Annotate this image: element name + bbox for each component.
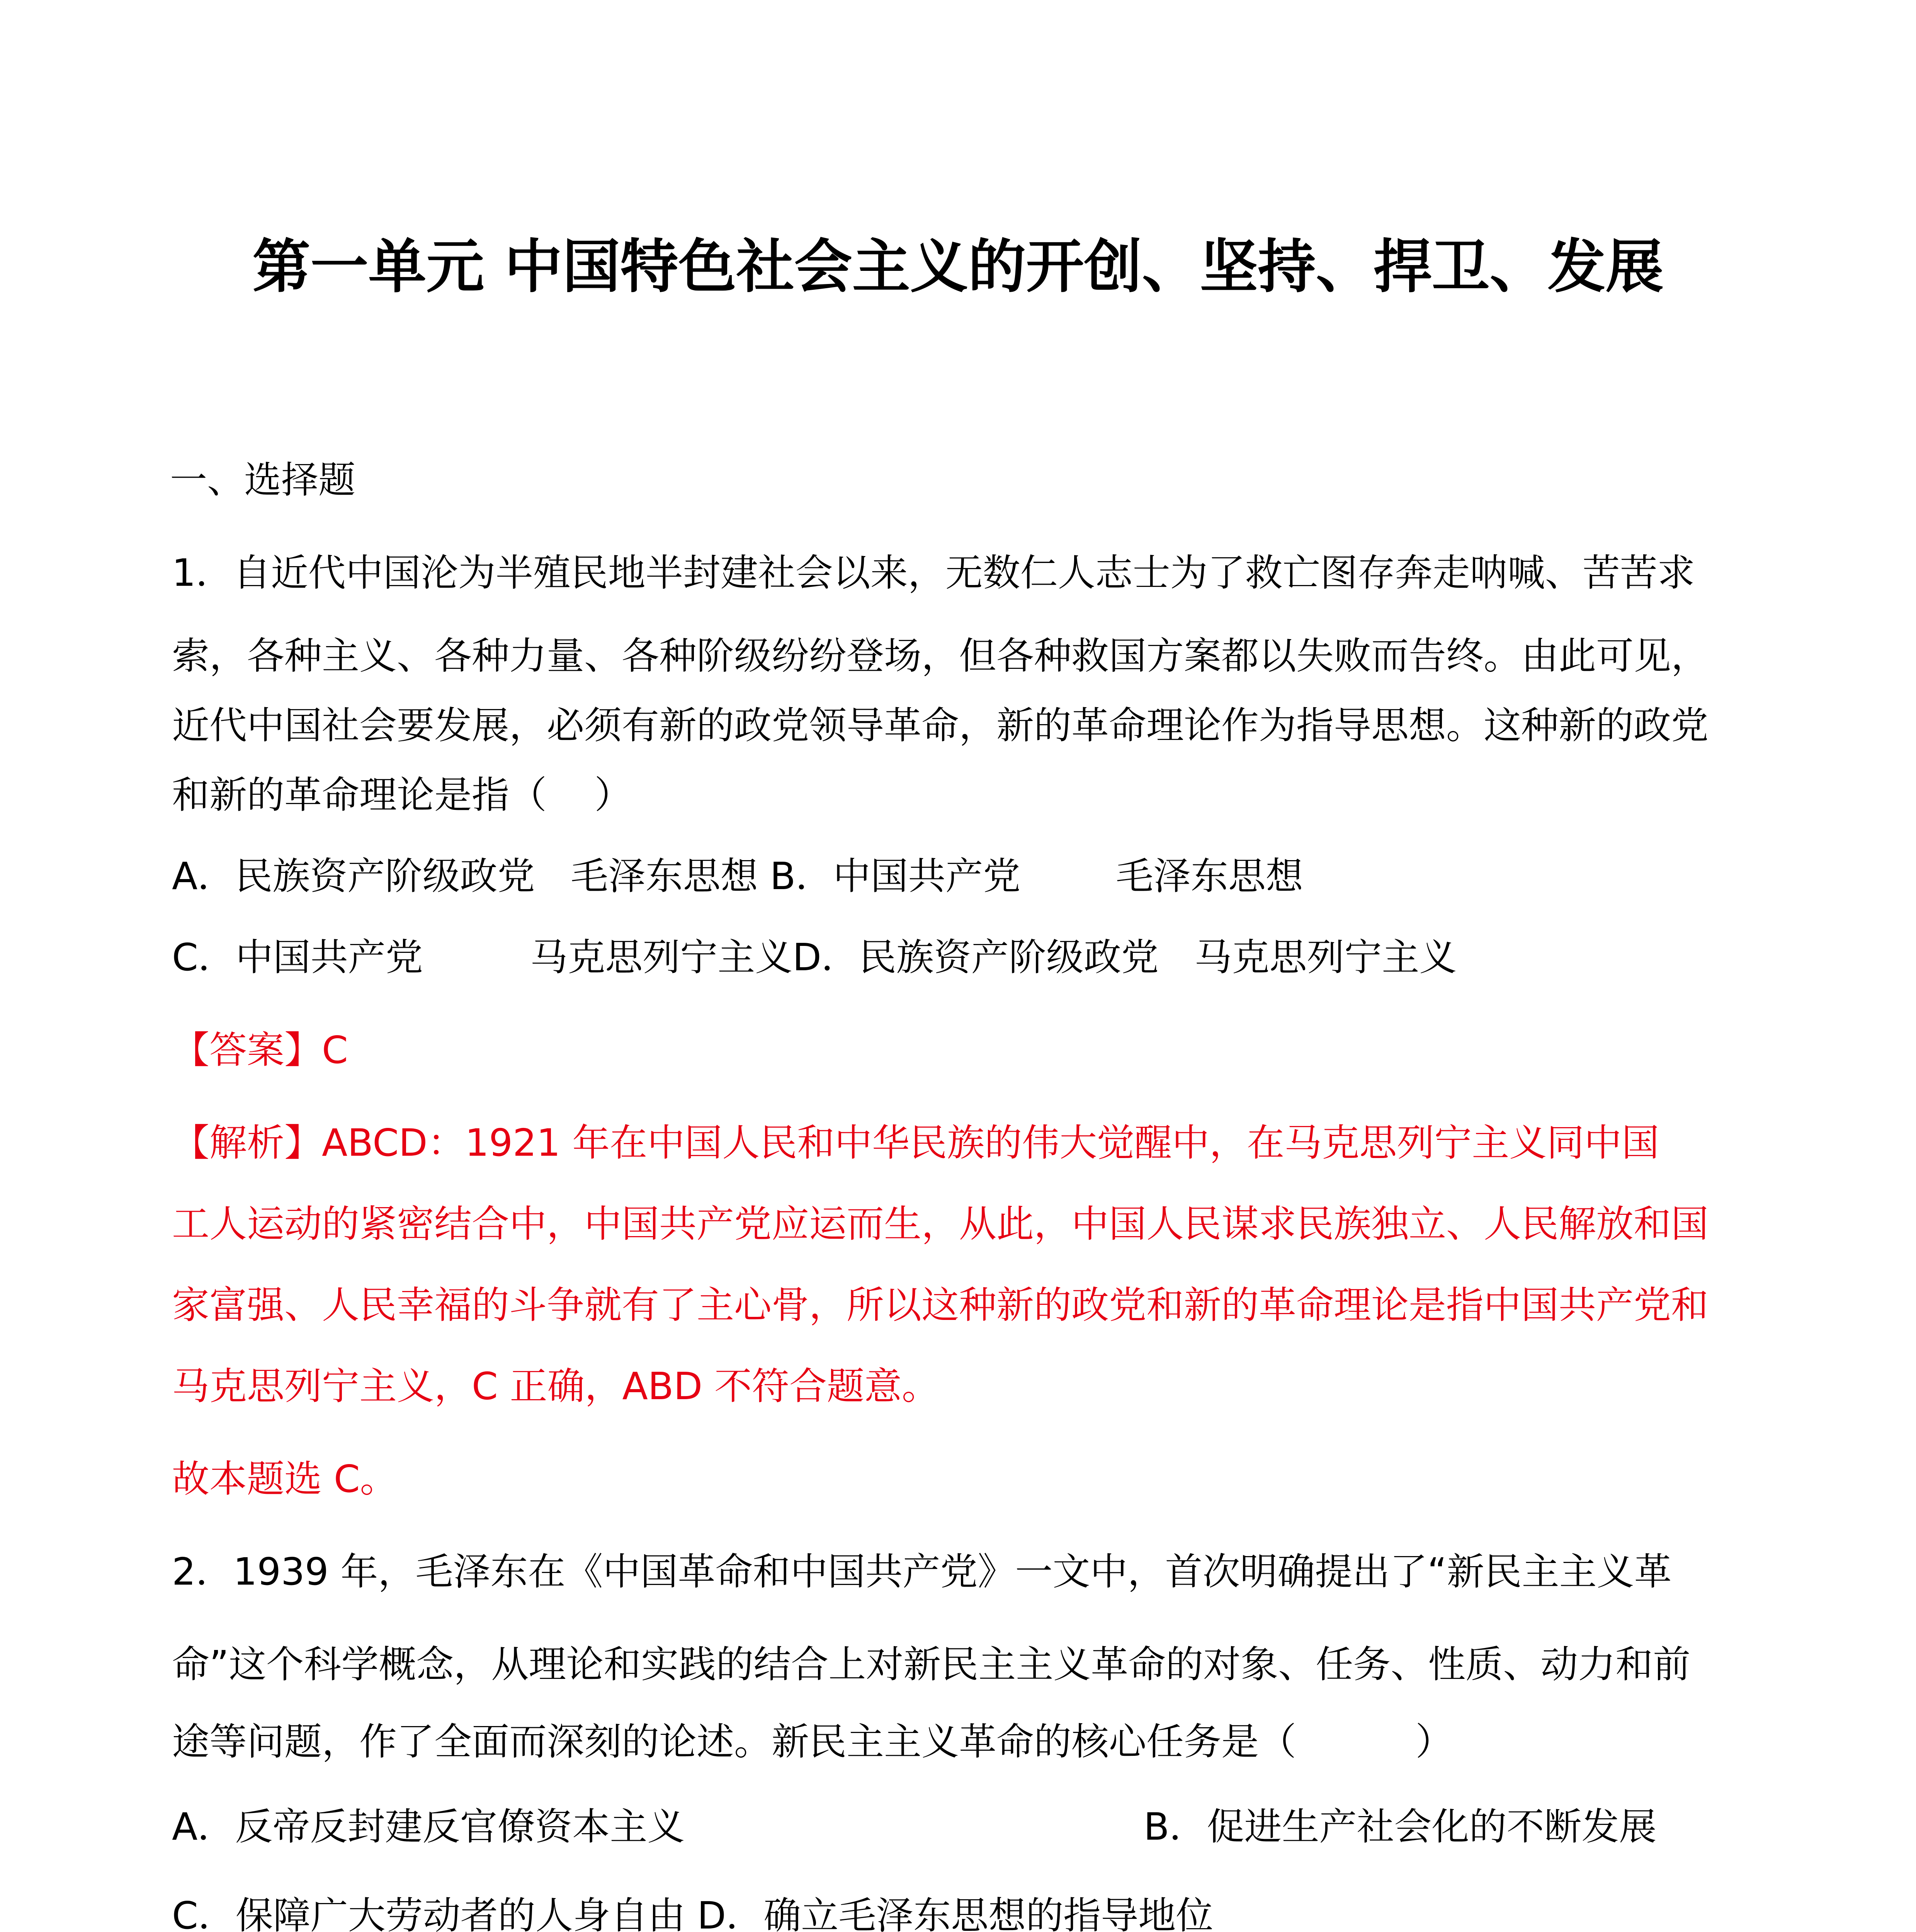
q1-stem-line-1: 1．自近代中国沦为半殖民地半封建社会以来，无数仁人志士为了救亡图存奔走呐喊、苦苦求 <box>172 551 1695 595</box>
q2-option-a: A．反帝反封建反官僚资本主义 <box>172 1805 685 1849</box>
q2-stem-line-1: 2．1939 年，毛泽东在《中国革命和中国共产党》一文中，首次明确提出了“新民主主义革 <box>172 1550 1672 1594</box>
q1-option-ab: A．民族资产阶级政党 毛泽东思想 B．中国共产党 毛泽东思想 <box>172 854 1303 898</box>
q1-conclusion: 故本题选 C。 <box>172 1457 398 1501</box>
q1-answer: 【答案】C <box>172 1028 348 1072</box>
q1-analysis-line-3: 家富强、人民幸福的斗争就有了主心骨，所以这种新的政党和新的革命理论是指中国共产党和 <box>172 1283 1709 1327</box>
q1-analysis-line-4: 马克思列宁主义，C 正确，ABD 不符合题意。 <box>172 1364 939 1408</box>
q1-stem-line-4: 和新的革命理论是指（ ） <box>172 773 632 817</box>
q1-option-cd: C．中国共产党 马克思列宁主义D．民族资产阶级政党 马克思列宁主义 <box>172 935 1457 979</box>
page-title: 第一单元 中国特色社会主义的开创、坚持、捍卫、发展 <box>252 233 1664 301</box>
q1-stem-line-2: 索，各种主义、各种力量、各种阶级纷纷登场，但各种救国方案都以失败而告终。由此可见， <box>172 634 1709 678</box>
q2-stem-line-3: 途等问题，作了全面而深刻的论述。新民主主义革命的核心任务是（ ） <box>172 1720 1453 1764</box>
q2-option-cd: C．保障广大劳动者的人身自由 D．确立毛泽东思想的指导地位 <box>172 1894 1214 1932</box>
q1-analysis-line-2: 工人运动的紧密结合中，中国共产党应运而生，从此，中国人民谋求民族独立、人民解放和国 <box>172 1202 1709 1246</box>
q1-stem-line-3: 近代中国社会要发展，必须有新的政党领导革命，新的革命理论作为指导思想。这种新的政党 <box>172 704 1709 747</box>
q2-option-b: B．促进生产社会化的不断发展 <box>1144 1805 1657 1849</box>
section-heading: 一、选择题 <box>170 458 355 502</box>
q1-analysis-line-1: 【解析】ABCD：1921 年在中国人民和中华民族的伟大觉醒中，在马克思列宁主义同中国 <box>172 1121 1659 1165</box>
q2-stem-line-2: 命”这个科学概念，从理论和实践的结合上对新民主主义革命的对象、任务、性质、动力和前 <box>172 1643 1691 1686</box>
